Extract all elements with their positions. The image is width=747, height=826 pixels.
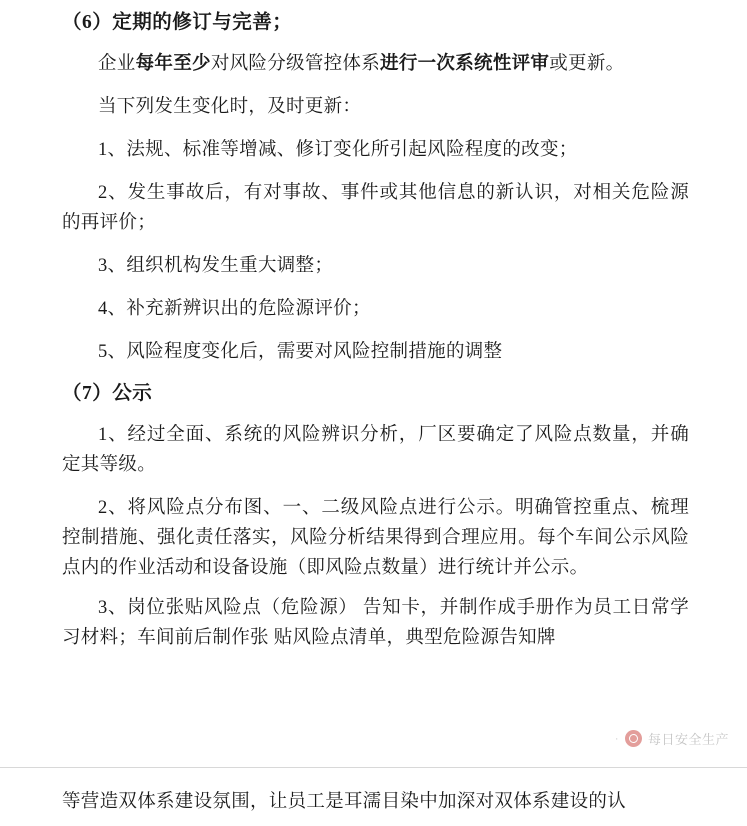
page-divider — [0, 767, 747, 768]
watermark-dot: · — [614, 732, 619, 745]
run-plain-2: 对风险分级管控体系 — [210, 54, 381, 75]
run-bold-2: 进行一次系统性评审 — [380, 54, 550, 75]
section-6-list-item-1: 1、法规、标准等增减、修订变化所引起风险程度的改变； — [98, 140, 578, 161]
section-7-list-item-1: 1、经过全面、系统的风险辨识分析，厂区要确定了风险点数量，并确定其等级。 — [62, 425, 689, 476]
section-heading-6: （6）定期的修订与完善； — [62, 12, 293, 33]
section-6-list-item-2: 2、发生事故后，有对事故、事件或其他信息的新认识，对相关危险源的再评价； — [62, 183, 689, 234]
section-6-paragraph-2: 当下列发生变化时，及时更新： — [98, 97, 362, 118]
run-plain-3: 或更新。 — [549, 54, 625, 75]
watermark-label: 每日安全生产 — [647, 732, 729, 747]
section-6-list-item-5: 5、风险程度变化后，需要对风险控制措施的调整 — [98, 342, 503, 363]
run-plain-1: 企业 — [98, 54, 136, 75]
run-bold-1: 每年至少 — [135, 54, 211, 75]
section-7-list-item-2: 2、将风险点分布图、一、二级风险点进行公示。明确管控重点、梳理控制措施、强化责任落实，风险分析结果得到合理应用。每个车间公示风险点内的作业活动和设备设施（即风险点数量）进行统计并公示。 — [62, 498, 689, 579]
section-6-list-item-3: 3、组织机构发生重大调整； — [98, 256, 334, 277]
section-6-list-item-4: 4、补充新辨识出的危险源评价； — [98, 299, 371, 320]
circle-logo-icon — [625, 730, 642, 747]
section-7-list-item-3: 3、岗位张贴风险点（危险源） 告知卡，并制作成手册作为员工日常学习材料；车间前后制作张 贴风险点清单，典型危险源告知牌 — [62, 598, 689, 649]
footer-text-line: 等营造双体系建设氛围，让员工是耳濡目染中加深对双体系建设的认 — [62, 792, 627, 813]
section-heading-7: （7）公示 — [62, 383, 153, 404]
watermark — [615, 729, 729, 748]
section-6-paragraph-1 — [62, 37, 689, 80]
